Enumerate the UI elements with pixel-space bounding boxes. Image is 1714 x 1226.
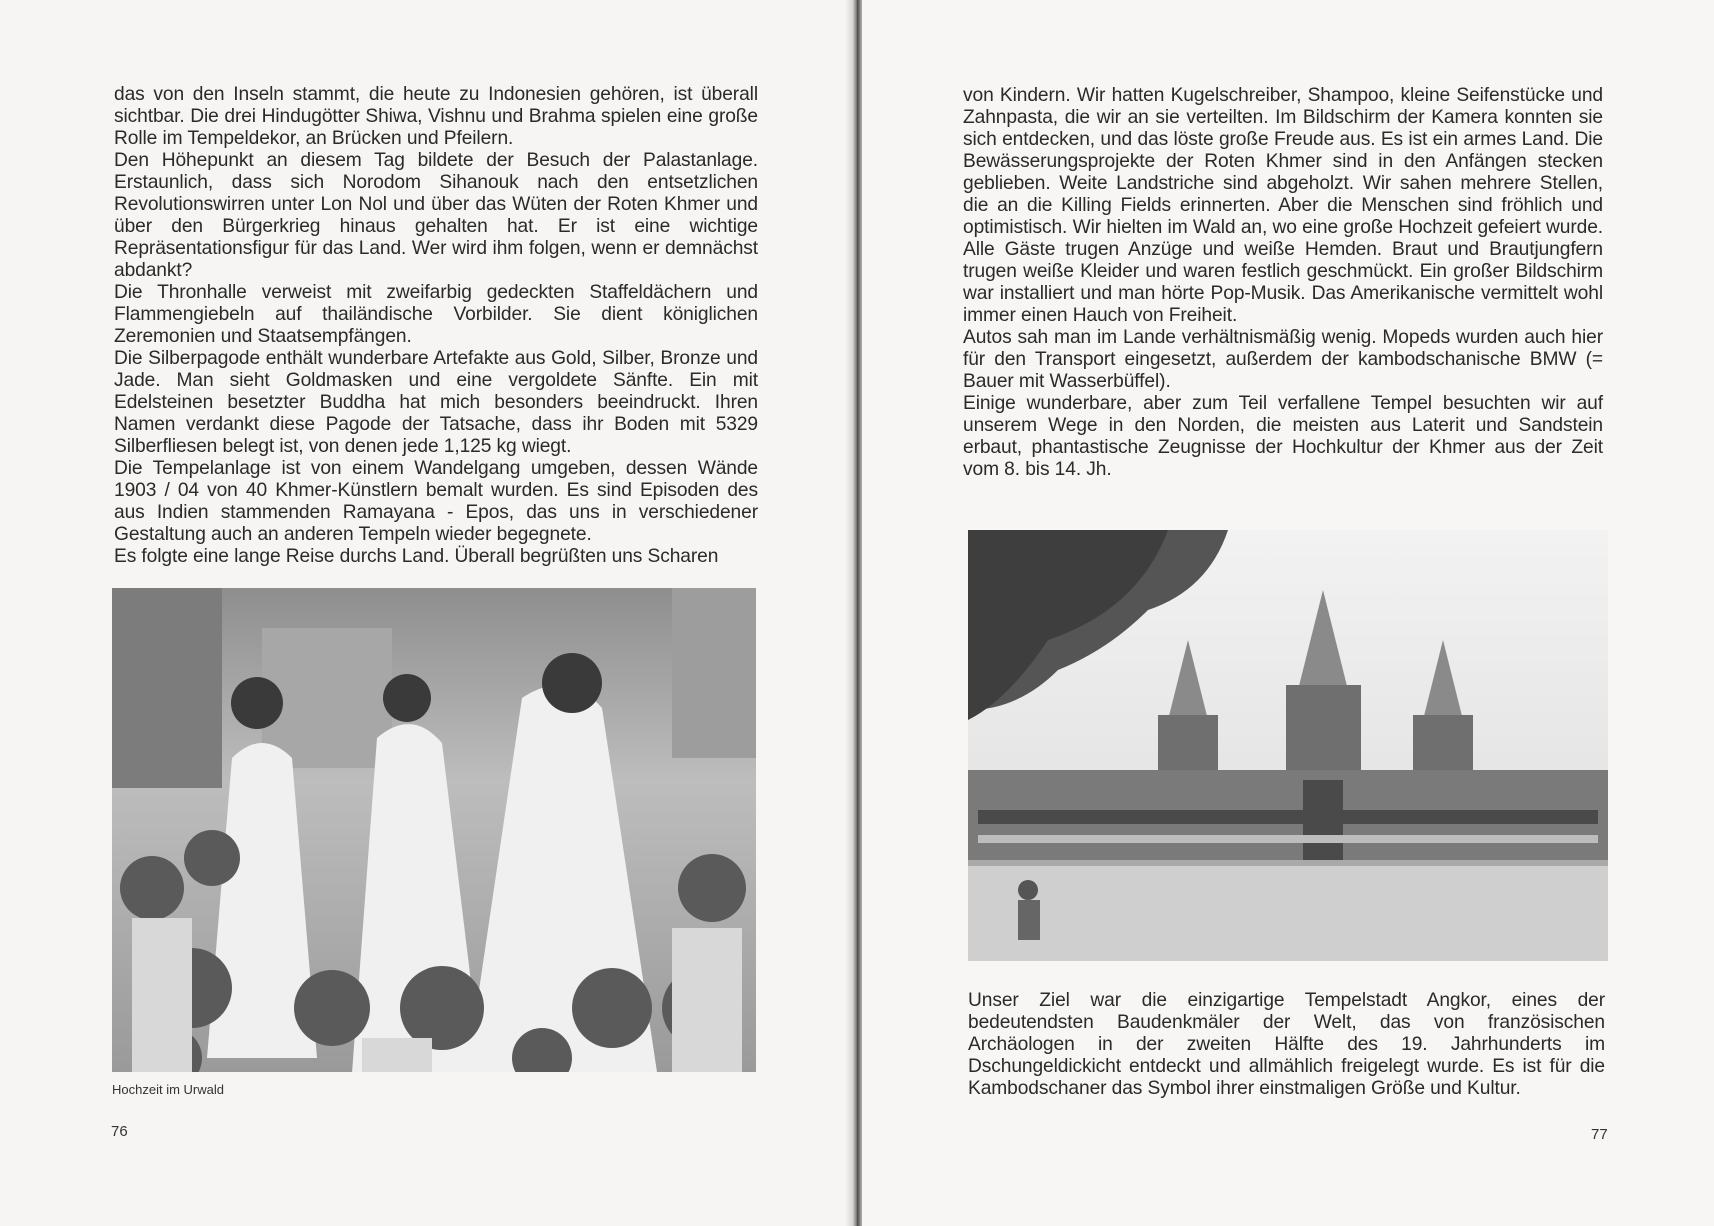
paragraph: Die Tempelanlage ist von einem Wandelgang umgeben, dessen Wände 1903 / 04 von 40 Khmer-Künstlern bemalt wurden. Es sind Episoden des aus Indien stammenden Ramayana - Epos, das uns in verschiedener Gestaltung auch an anderen Tempeln wieder begegnete. [114,458,758,545]
paragraph: Autos sah man im Lande verhältnismäßig wenig. Mopeds wurden auch hier für den Transport eingesetzt, außerdem der kambodschanische BMW (= Bauer mit Wasserbüffel). [963,327,1603,392]
paragraph: Einige wunderbare, aber zum Teil verfallene Tempel besuchten wir auf unserem Wege in den Norden, die meisten aus Laterit und Sandstein erbaut, phantastische Zeugnisse der Hochkultur der Khmer aus der Zeit vom 8. bis 14. Jh. [963,393,1603,480]
wedding-photo [112,588,756,1072]
paragraph: Unser Ziel war die einzigartige Tempelstadt Angkor, eines der bedeutendsten Baudenkmäler der Welt, das von französischen Archäologen in der zweiten Hälfte des 19. Jahrhunderts im Dschungeldickicht entdeckt und allmählich freigelegt wurde. Es ist für die Kambodschaner das Symbol ihrer einstmaligen Größe und Kultur. [968,990,1605,1099]
page-number: 76 [111,1123,128,1140]
paragraph: Es folgte eine lange Reise durchs Land. Überall begrüßten uns Scharen [114,546,719,567]
right-page-text-bottom [968,990,1605,1100]
left-page [0,0,852,1226]
paragraph: das von den Inseln stammt, die heute zu Indonesien gehören, ist überall sichtbar. Die drei Hindugötter Shiwa, Vishnu und Brahma spielen eine große Rolle im Tempeldekor, an Brücken und Pfeilern. [114,84,758,149]
photo-caption: Hochzeit im Urwald [112,1082,224,1097]
angkor-photo [968,530,1608,961]
right-page [862,0,1714,1226]
left-page-text [114,84,758,568]
paragraph: von Kindern. Wir hatten Kugelschreiber, Shampoo, kleine Seifenstücke und Zahnpasta, die wir an sie verteilten. Im Bildschirm der Kamera konnten sie sich entdecken, und das löste große Freude aus. Es ist ein armes Land. Die Bewässerungsprojekte der Roten Khmer sind in den Anfängen stecken geblieben. Weite Landstriche sind abgeholzt. Wir sahen mehrere Stellen, die an die Killing Fields erinnerten. Aber die Menschen sind fröhlich und optimistisch. Wir hielten im Wald an, wo eine große Hochzeit gefeiert wurde. Alle Gäste trugen Anzüge und weiße Hemden. Braut und Brautjungfern trugen weiße Kleider und waren festlich geschmückt. Ein großer Bildschirm war installiert und man hörte Pop-Musik. Das Amerikanische vermittelt wohl immer einen Hauch von Freiheit. [963,85,1603,326]
page-number: 77 [1591,1126,1608,1143]
right-page-text-top [963,85,1603,481]
paragraph: Die Silberpagode enthält wunderbare Artefakte aus Gold, Silber, Bronze und Jade. Man sieht Goldmasken und eine vergoldete Sänfte. Ein mit Edelsteinen besetzter Buddha hat mich besonders beeindruckt. Ihren Namen verdankt diese Pagode der Tatsache, dass ihr Boden mit 5329 Silberfliesen belegt ist, von denen jede 1,125 kg wiegt. [114,348,758,457]
paragraph: Die Thronhalle verweist mit zweifarbig gedeckten Staffeldächern und Flammengiebeln auf thailändische Vorbilder. Sie dient königlichen Zeremonien und Staatsempfängen. [114,282,758,347]
paragraph: Den Höhepunkt an diesem Tag bildete der Besuch der Palastanlage. Erstaunlich, dass sich Norodom Sihanouk nach den entsetzlichen Revolutionswirren unter Lon Nol und über das Wüten der Roten Khmer und über den Bürgerkrieg hinaus gehalten hat. Er ist eine wichtige Repräsentationsfigur für das Land. Wer wird ihm folgen, wenn er demnächst abdankt? [114,150,758,281]
